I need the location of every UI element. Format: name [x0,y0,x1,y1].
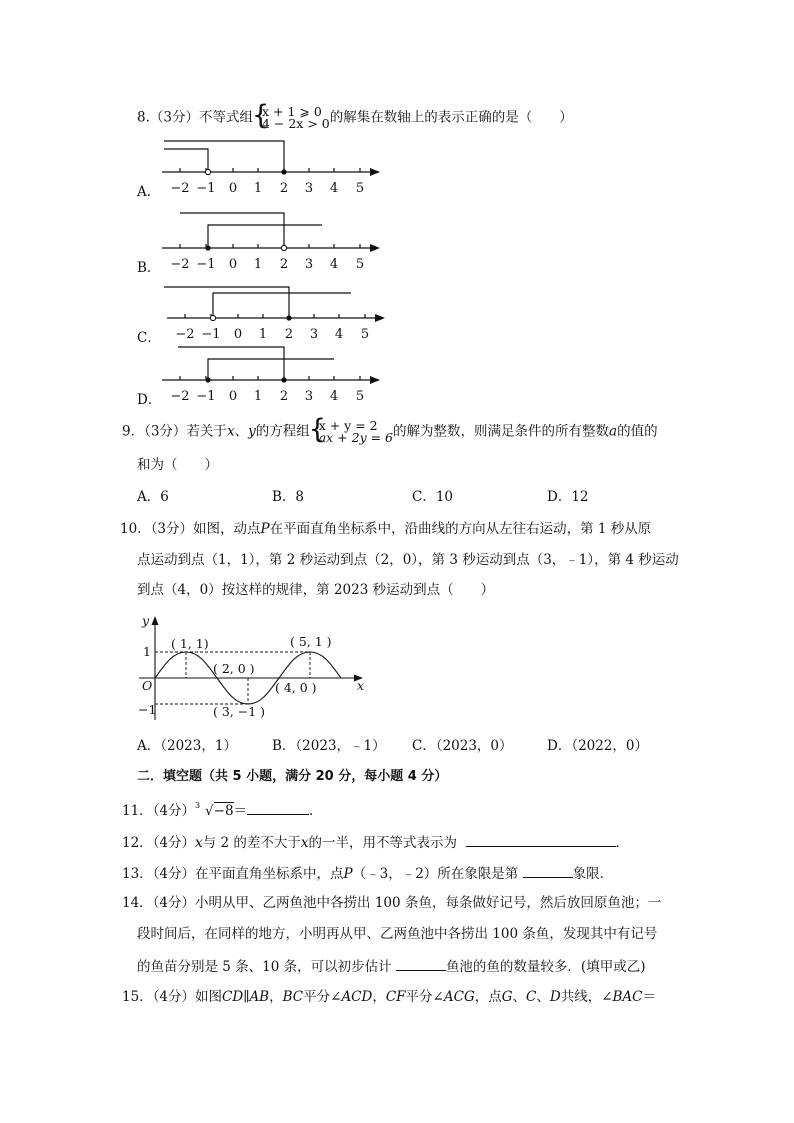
q8-inequality-system [253,106,330,130]
q8-option-d-number-line [150,338,530,408]
q13-line [122,863,613,883]
q14-line3-a: 的鱼苗分别是 5 条、10 条，可以初步估计 [137,959,392,975]
a-ray-left-2 [164,141,284,170]
q12-line [122,832,629,852]
q8-eq2: 4 − 2x > 0 [261,116,330,131]
point-label-2-0: ( 2, 0 ) [213,661,255,676]
q15-sep2: ， [372,989,386,1005]
q15-t1: 平分∠ [303,989,342,1005]
a-tick-label: −1 [196,181,216,196]
q10-line1-a: 如图，动点 [193,521,261,537]
q9-stem-line2: 和为（ ） [137,457,218,473]
b-tick-label: 2 [279,257,289,272]
q10-option-b: B．（2023，﹣1） [272,738,386,754]
q14-line1 [122,894,661,912]
q15-text-a: 如图 [195,989,223,1005]
q11-end: ． [309,803,323,819]
a-tick-label: 4 [329,181,339,196]
d-tick-label: −1 [196,389,216,404]
q8-stem-after: 的解集在数轴上的表示正确的是（ ） [329,109,573,126]
q8-eq1: { x + 1 ⩾ 0 [261,104,322,119]
q15-t1b: 平分∠ [405,989,444,1005]
q12-var-x-2: x [300,835,309,851]
q14-line3-b: 鱼池的鱼的数量较多．(填甲或乙) [445,959,646,975]
b-tick-label: 5 [355,257,365,272]
q12-number: 12． [122,835,153,851]
point-label-3-m1: ( 3, −1 ) [213,704,266,719]
q8-option-a-label: A． [137,184,161,200]
a-tick-label: −2 [170,181,190,196]
q11-score: （4分） [152,803,196,819]
q10-var-p: P [260,521,270,537]
c-tick-label: 2 [284,327,294,342]
c-tick-label: 5 [360,327,370,342]
d-tick-label: 5 [355,389,365,404]
q10-line3: 到点（4，0）按这样的规律，第 2023 秒运动到点（ ） [137,582,495,598]
y-arrow-head [152,616,159,625]
q15-d: D [549,989,561,1005]
q10-option-c: C．（2023，0） [412,738,513,754]
a-tick-label: 5 [355,181,365,196]
q12-text-b: 的一半，用不等式表示为 [308,835,457,851]
q10-sine-graph [135,612,385,724]
q13-text-a: 在平面直角坐标系中，点 [195,866,344,882]
q9-option-a: A．6 [137,489,169,505]
q9-option-c: C．10 [412,489,454,505]
c-tick-label: 0 [233,327,243,342]
d-tick-label: 0 [228,389,238,404]
b-tick-label: 3 [304,257,314,272]
q9-option-b: B．8 [272,489,305,505]
q14-line1-text: 小明从甲、乙两鱼池中各捞出 100 条鱼，每条做好记号，然后放回原鱼池；一 [195,895,662,911]
b-open-dot [281,245,286,250]
b-closed-dot [205,245,210,250]
q15-line: 15．（4分）如图CD∥AB，BC平分∠ACD，CF平分∠ACG，点G、C、D共线，∠BAC＝ [122,989,657,1005]
q8-option-c-label: C． [137,330,161,346]
q12-text-a: 与 2 的差不大于 [202,835,301,851]
point-label-5-1: ( 5, 1 ) [290,634,332,649]
b-tick-label: 1 [253,257,263,272]
q8-number: 8. [137,109,150,126]
c-tick-label: 4 [334,327,344,342]
q15-g: G [501,989,513,1005]
a-open-dot [205,169,210,174]
a-ray-left [164,149,208,170]
q15-c: C [526,989,537,1005]
origin-label: O [142,678,153,693]
q13-answer-blank[interactable] [523,863,573,878]
q8-stem [137,106,573,130]
q10-line2: 点运动到点（1，1），第 2 秒运动到点（2，0），第 3 秒运动到点（3，﹣1），第 4 秒运动 [137,552,679,568]
q9-eq1: { x + y = 2 [318,418,378,433]
a-tick-label: 3 [304,181,314,196]
q15-acg: ACG [443,989,475,1005]
a-tick-label: 0 [228,181,238,196]
q15-t4: ＝ [642,989,657,1005]
y-axis-label: y [142,613,150,628]
q9-stem-d: 的值的 [617,423,658,440]
q15-cf: CF [385,989,406,1005]
q11-cube-root [195,802,234,820]
q15-sep1: ， [269,989,283,1005]
q10-option-a: A．（2023，1） [137,738,237,754]
q11-equals: ＝ [233,803,248,819]
b-tick-label: 4 [329,257,339,272]
y-tick-1: 1 [143,644,151,659]
q11-radicand: −8 [213,803,234,819]
q10-number: 10． [120,521,151,537]
q15-t2: ，点 [474,989,502,1005]
q8-option-c-number-line [155,276,535,346]
q8-score: （3分） [149,109,199,126]
q14-number: 14． [122,895,153,911]
q9-stem-b: 的方程组 [255,423,310,440]
q13-score: （4分） [152,866,196,882]
q15-t3: 共线，∠ [560,989,613,1005]
q10-line1-b: 在平面直角坐标系中，沿曲线的方向从左往右运动，第 1 秒从原 [269,521,652,537]
q8-option-a-number-line [150,130,530,200]
q9-score: （3分） [144,423,187,440]
q11-answer-blank[interactable] [247,800,309,815]
q9-option-d: D．12 [547,489,589,505]
q15-number: 15． [122,989,153,1005]
c-open-dot [210,315,215,320]
q8-option-b-number-line [150,206,530,276]
q14-line3 [137,956,645,976]
q14-line2: 段时间后，在同样的地方，小明再从甲、乙两鱼池中各捞出 100 条鱼，发现其中有记号 [137,926,658,942]
q9-stem-a: 若关于 [186,423,227,440]
q15-cd: CD [222,989,244,1005]
q11-radical-index: 3 [195,801,201,810]
q15-bac: BAC [612,989,643,1005]
q10-score: （3分） [150,521,194,537]
q8-stem-before: 不等式组 [198,109,253,126]
d-tick-label: 3 [304,389,314,404]
d-closed-dot-right [281,377,286,382]
q9-eq2: ax + 2y = 6 [318,430,394,445]
q9-var-y: y [248,423,256,440]
q9-sep: 、 [234,423,249,440]
c-tick-label: −1 [201,327,221,342]
y-tick-minus1: −1 [138,702,157,717]
d-tick-label: 1 [253,389,263,404]
q13-number: 13． [122,866,153,882]
x-axis-label: x [357,678,365,693]
q13-text-c: 象限． [572,866,614,882]
d-tick-label: −2 [170,389,190,404]
c-closed-dot [286,315,291,320]
q12-answer-blank[interactable] [466,832,616,847]
q11-line [122,800,323,820]
q10-line1 [120,520,651,538]
q9-var-a: a [609,423,618,440]
q15-parallel: ∥ [243,989,250,1005]
c-tick-label: 1 [258,327,268,342]
d-closed-dot-left [205,377,210,382]
point-label-1-1: ( 1, 1) [171,636,209,651]
q13-var-p: P [343,866,353,882]
c-tick-label: 3 [309,327,319,342]
b-tick-label: −1 [196,257,216,272]
q8-option-d-label: D． [137,392,162,408]
q9-stem-c: 的解为整数，则满足条件的所有整数 [393,423,610,440]
q9-stem [122,420,658,444]
radical-sign: √ [205,803,214,819]
c-tick-label: −2 [175,327,195,342]
q10-option-d: D．（2022，0） [547,738,649,754]
q13-text-b: （﹣3，﹣2）所在象限是第 [352,866,519,882]
q11-number: 11． [122,803,153,819]
a-tick-label: 1 [253,181,263,196]
q15-bc: BC [282,989,304,1005]
q14-score: （4分） [152,895,196,911]
q12-score: （4分） [152,835,196,851]
d-tick-label: 4 [329,389,339,404]
q8-option-b-label: B． [137,260,161,276]
b-tick-label: −2 [170,257,190,272]
a-tick-label: 2 [279,181,289,196]
section-2-title: 二．填空题（共 5 小题，满分 20 分，每小题 4 分） [137,769,448,784]
b-tick-label: 0 [228,257,238,272]
q12-var-x: x [195,835,203,851]
q9-equation-system [310,420,393,444]
q9-number: 9． [122,423,145,440]
a-closed-dot [281,169,286,174]
q15-score: （4分） [152,989,196,1005]
q12-end: ． [615,835,630,851]
q15-ab: AB [249,989,270,1005]
q15-acd: ACD [341,989,373,1005]
d-tick-label: 2 [279,389,289,404]
q9-var-x: x [226,423,235,440]
a-arrow-head [370,168,380,176]
point-label-4-0: ( 4, 0 ) [275,680,317,695]
q14-answer-blank[interactable] [396,956,446,971]
